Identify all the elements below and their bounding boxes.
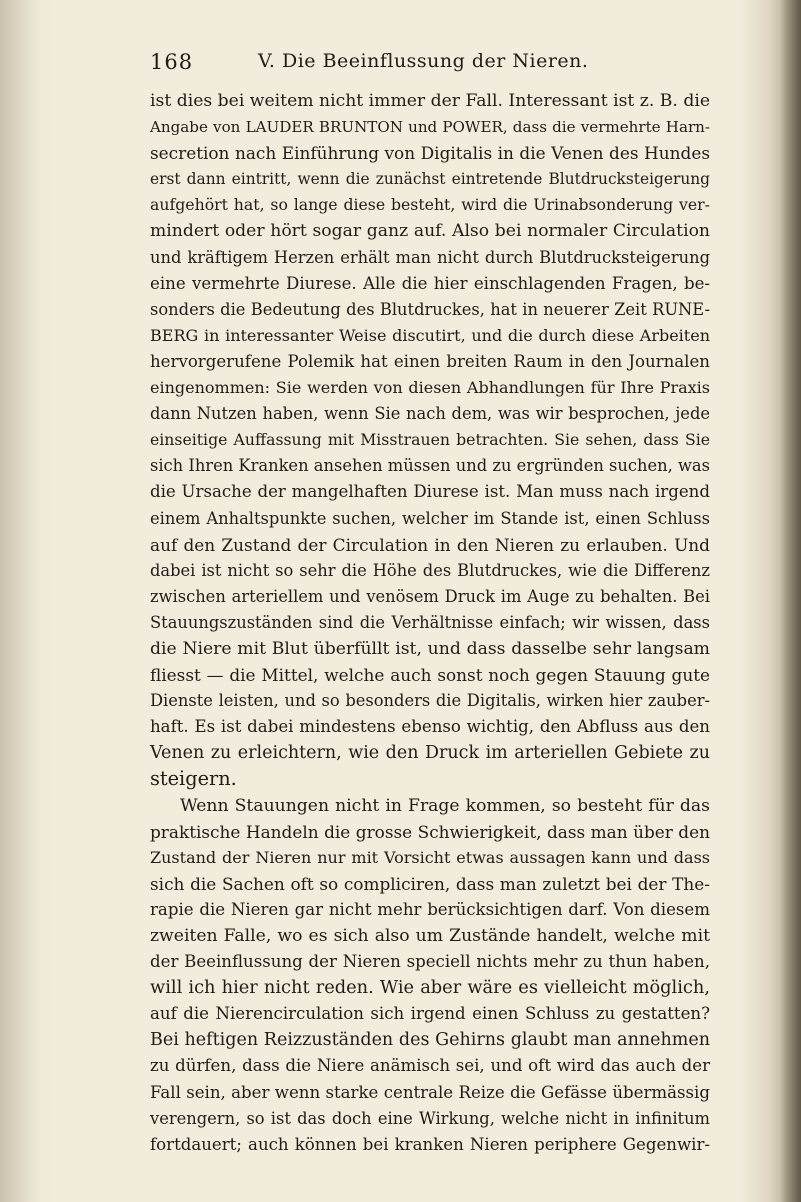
- text-line: Fall sein, aber wenn starke centrale Reize die Gefässe übermässig: [150, 1082, 710, 1102]
- binding-shadow: [0, 0, 40, 1202]
- text-line: ist dies bei weitem nicht immer der Fall. Interessant ist z. B. die: [150, 91, 710, 111]
- text-line: erst dann eintritt, wenn die zunächst eintretende Blutdrucksteigerung: [150, 170, 710, 189]
- text-line: praktische Handeln die grosse Schwierigkeit, dass man über den: [150, 821, 710, 842]
- text-line: mindert oder hört sogar ganz auf. Also bei normaler Circulation: [150, 221, 710, 242]
- page-header: [150, 50, 710, 80]
- text-line: auf den Zustand der Circulation in den Nieren zu erlauben. Und: [150, 534, 710, 555]
- text-line: fortdauert; auch können bei kranken Nieren periphere Gegenwir-: [150, 1134, 710, 1154]
- text-line: die Ursache der mangelhaften Diurese ist. Man muss nach irgend: [150, 482, 710, 502]
- body-text: [150, 88, 710, 1158]
- page-number: 168: [150, 50, 194, 74]
- text-line: einseitige Auffassung mit Misstrauen betrachten. Sie sehen, dass Sie: [150, 430, 710, 450]
- text-line: sich die Sachen oft so compliciren, dass man zuletzt bei der The-: [150, 873, 710, 894]
- text-line: Zustand der Nieren nur mit Vorsicht etwas aussagen kann und dass: [150, 847, 710, 867]
- text-line: Stauungszuständen sind die Verhältnisse einfach; wir wissen, dass: [150, 612, 710, 632]
- text-line: die Niere mit Blut überfüllt ist, und dass dasselbe sehr langsam: [150, 638, 710, 659]
- page-edge: [779, 0, 801, 1202]
- text-line: eine vermehrte Diurese. Alle die hier einschlagenden Fragen, be-: [150, 273, 710, 293]
- text-line: und kräftigem Herzen erhält man nicht durch Blutdrucksteigerung: [150, 247, 710, 267]
- text-line: rapie die Nieren gar nicht mehr berücksichtigen darf. Von diesem: [150, 899, 710, 919]
- text-line: Angabe von LAUDER BRUNTON und POWER, dass die vermehrte Harn-: [150, 118, 710, 137]
- text-line: haft. Es ist dabei mindestens ebenso wichtig, den Abfluss aus den: [150, 717, 710, 737]
- text-line: secretion nach Einführung von Digitalis in die Venen des Hundes: [150, 143, 710, 164]
- text-line: zweiten Falle, wo es sich also um Zustände handelt, welche mit: [150, 926, 710, 946]
- text-line: Dienste leisten, und so besonders die Digitalis, wirken hier zauber-: [150, 691, 710, 711]
- text-line: sonders die Bedeutung des Blutdruckes, hat in neuerer Zeit RUNE-: [150, 299, 710, 319]
- text-line: einem Anhaltspunkte suchen, welcher im Stande ist, einen Schluss: [150, 508, 710, 528]
- text-line: eingenommen: Sie werden von diesen Abhandlungen für Ihre Praxis: [150, 378, 710, 398]
- text-line: auf die Nierencirculation sich irgend einen Schluss zu gestatten?: [150, 1004, 710, 1024]
- text-line: sich Ihren Kranken ansehen müssen und zu ergründen suchen, was: [150, 456, 710, 476]
- text-line: dabei ist nicht so sehr die Höhe des Blutdruckes, wie die Differenz: [150, 560, 710, 580]
- text-line: aufgehört hat, so lange diese besteht, wird die Urinabsonderung ver-: [150, 195, 710, 215]
- text-line: steigern.: [150, 767, 237, 791]
- text-line: verengern, so ist das doch eine Wirkung, welche nicht in infinitum: [150, 1108, 710, 1128]
- text-line: Bei heftigen Reizzuständen des Gehirns glaubt man annehmen: [150, 1030, 710, 1051]
- running-head: V. Die Beeinflussung der Nieren.: [258, 50, 589, 72]
- text-line: Wenn Stauungen nicht in Frage kommen, so besteht für das: [180, 795, 710, 816]
- text-line: BERG in interessanter Weise discutirt, und die durch diese Arbeiten: [150, 325, 710, 345]
- text-line: will ich hier nicht reden. Wie aber wäre es vielleicht möglich,: [150, 977, 710, 999]
- text-line: hervorgerufene Polemik hat einen breiten Raum in den Journalen: [150, 351, 710, 371]
- text-line: der Beeinflussung der Nieren speciell nichts mehr zu thun haben,: [150, 952, 710, 972]
- text-line: fliesst — die Mittel, welche auch sonst noch gegen Stauung gute: [150, 665, 710, 686]
- text-line: dann Nutzen haben, wenn Sie nach dem, was wir besprochen, jede: [150, 404, 710, 424]
- text-line: zwischen arteriellem und venösem Druck im Auge zu behalten. Bei: [150, 586, 710, 606]
- text-line: Venen zu erleichtern, wie den Druck im arteriellen Gebiete zu: [150, 743, 710, 764]
- text-line: zu dürfen, dass die Niere anämisch sei, und oft wird das auch der: [150, 1056, 710, 1076]
